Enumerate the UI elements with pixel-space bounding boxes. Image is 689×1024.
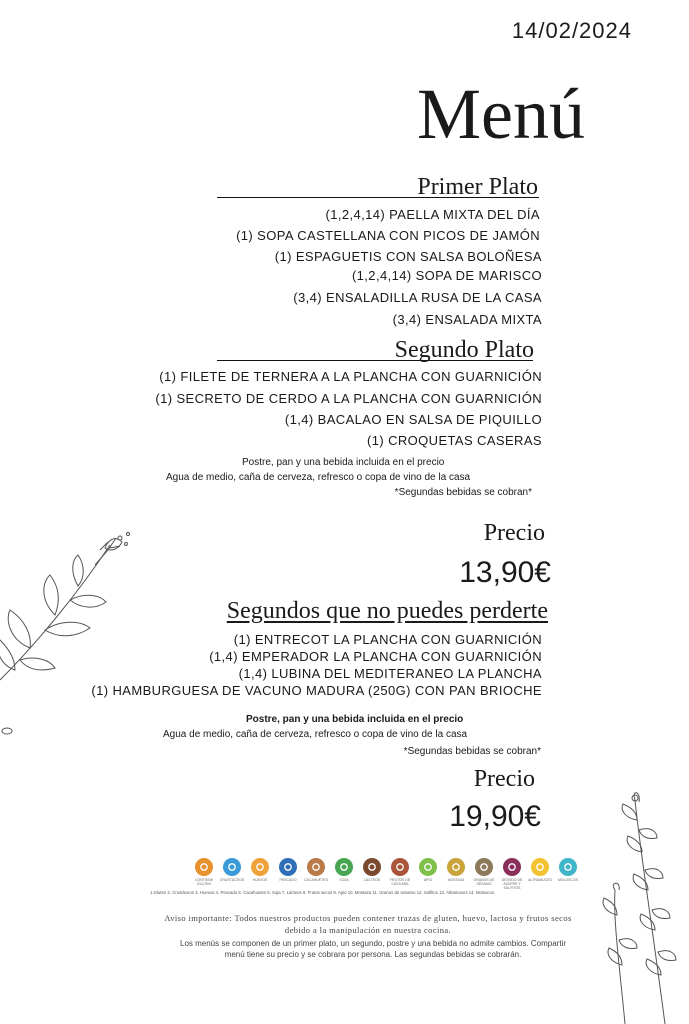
sesame-icon [475, 858, 493, 876]
soy-icon [335, 858, 353, 876]
price-value: 19,90€ [449, 800, 541, 833]
allergen-item [302, 858, 330, 882]
allergen-legend: 1.Gluten 2. Crustáceos 3. Huevos 4. Pescado 5. Cacahuetes 6. Soja 7. Lácteos 8. Frutos secos 9. Apio 10. Mostaza 11. Granos de sesamo 12. Sulfitos 13. Altramuces 14. Moluscos [150, 890, 495, 895]
allergen-item [246, 858, 274, 882]
price-label: Precio [473, 766, 535, 792]
allergen-label: LÁCTEOS [363, 878, 381, 882]
allergen-label: CRUSTÁCEOS [219, 878, 245, 882]
decorative-branch-left [0, 520, 140, 740]
primer-plato-heading: Primer Plato [417, 174, 538, 200]
allergen-label: FRUTOS DE CÁSCARA [389, 878, 411, 886]
allergen-item [526, 858, 554, 882]
menu-date: 14/02/2024 [511, 18, 632, 43]
drinks-note: Agua de medio, caña de cerveza, refresco o copa de vino de la casa [163, 729, 468, 740]
second-drinks-note: *Segundas bebidas se cobran* [394, 487, 532, 498]
allergen-item [330, 858, 358, 882]
primer-dish: (3,4) ENSALADILLA RUSA DE LA CASA [293, 290, 542, 305]
especiales-heading: Segundos que no puedes perderte [226, 598, 548, 624]
dairy-icon [363, 858, 381, 876]
decorative-leaf-small [0, 725, 14, 737]
allergen-label: CACAHUETES [304, 878, 328, 882]
allergen-item [554, 858, 582, 882]
segundo-dish: (1) SECRETO DE CERDO A LA PLANCHA CON GUARNICIÓN [155, 391, 542, 406]
allergen-item [470, 858, 498, 886]
allergen-warning: Aviso importante: Todos nuestros productos pueden contener trazas de gluten, huevo, lactosa y frutos secos debido a la manipulación en nuestra cocina. [164, 913, 572, 935]
allergen-item [442, 858, 470, 882]
nuts-icon [391, 858, 409, 876]
mustard-icon [447, 858, 465, 876]
price-label: Precio [483, 520, 545, 546]
allergen-item [274, 858, 302, 882]
allergen-label: CONTIENE GLUTEN [194, 878, 214, 886]
price-value: 13,90€ [459, 556, 551, 589]
sulphites-icon [503, 858, 521, 876]
allergen-label: HUEVOS [252, 878, 268, 882]
primer-dish: (1) ESPAGUETIS CON SALSA BOLOÑESA [274, 249, 542, 264]
especial-dish: (1) ENTRECOT LA PLANCHA CON GUARNICIÓN [233, 632, 542, 647]
allergen-label: PESCADO [279, 878, 297, 882]
crustaceans-icon [223, 858, 241, 876]
allergen-label: MOLUSCOS [557, 878, 579, 882]
allergen-item [218, 858, 246, 882]
primer-dish: (3,4) ENSALADA MIXTA [392, 312, 542, 327]
especial-dish: (1,4) LUBINA DEL MEDITERANEO LA PLANCHA [238, 666, 542, 681]
molluscs-icon [559, 858, 577, 876]
allergen-label: MOSTAZA [447, 878, 465, 882]
primer-dish: (1) SOPA CASTELLANA CON PICOS DE JAMÓN [236, 228, 540, 243]
especial-dish: (1,4) EMPERADOR LA PLANCHA CON GUARNICIÓN [209, 649, 542, 664]
drinks-note: Agua de medio, caña de cerveza, refresco o copa de vino de la casa [166, 472, 471, 483]
primer-dish: (1,2,4,14) SOPA DE MARISCO [351, 268, 542, 283]
segundo-dish: (1,4) BACALAO EN SALSA DE PIQUILLO [284, 412, 542, 427]
allergen-item [386, 858, 414, 886]
allergen-label: SOJA [339, 878, 349, 882]
allergen-item [498, 858, 526, 890]
peanuts-icon [307, 858, 325, 876]
celery-icon [419, 858, 437, 876]
page-title: Menú [417, 74, 585, 154]
allergen-label: GRANOS DE SÉSAMO [473, 878, 495, 886]
menu-conditions: Los menús se componen de un primer plato, un segundo, postre y una bebida no admite cambios. Compartir menú tiene su precio y se cobrara por persona. Las segundas bebidas se cobrarán. [180, 939, 566, 959]
fish-icon [279, 858, 297, 876]
allergen-label: ALTRAMUCES [528, 878, 552, 882]
segundo-dish: (1) CROQUETAS CASERAS [366, 433, 542, 448]
allergen-item [414, 858, 442, 882]
eggs-icon [251, 858, 269, 876]
allergen-item [190, 858, 218, 886]
segundo-plato-heading: Segundo Plato [394, 337, 534, 363]
allergen-icons [190, 858, 582, 890]
decorative-branch-right [595, 790, 689, 1024]
second-drinks-note: *Segundas bebidas se cobran* [403, 746, 541, 757]
included-note: Postre, pan y una bebida incluida en el precio [242, 457, 445, 468]
lupin-icon [531, 858, 549, 876]
segundo-dish: (1) FILETE DE TERNERA A LA PLANCHA CON GUARNICIÓN [159, 369, 542, 384]
especial-dish: (1) HAMBURGUESA DE VACUNO MADURA (250G) CON PAN BRIOCHE [91, 683, 542, 698]
included-note: Postre, pan y una bebida incluida en el precio [246, 714, 464, 725]
allergen-item [358, 858, 386, 882]
primer-dish: (1,2,4,14) PAELLA MIXTA DEL DÍA [325, 207, 540, 222]
allergen-label: DIÓXIDO DE AZUFRE Y SULFITOS [501, 878, 523, 890]
allergen-label: APIO [423, 878, 433, 882]
gluten-icon [195, 858, 213, 876]
